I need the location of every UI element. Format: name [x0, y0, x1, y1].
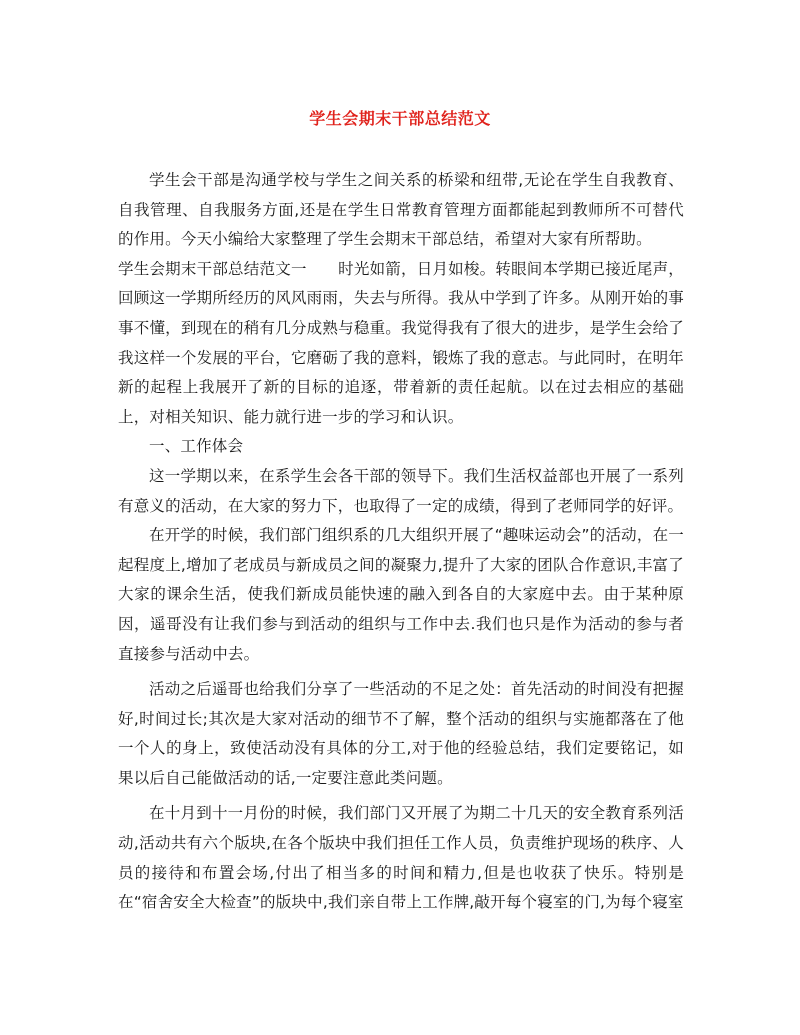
document-body — [118, 166, 684, 918]
document-title: 学生会期末干部总结范文 — [309, 109, 491, 128]
paragraph-lessons-learned: 活动之后遥哥也给我们分享了一些活动的不足之处：首先活动的时间没有把握好,时间过长;其次是大家对活动的细节不了解，整个活动的组织与实施都落在了他一个人的身上，致使活动没有具体的分工,对于他的经验总结，我们定要铭记，如果以后自己能做活动的话,一定要注意此类问题。 — [118, 680, 684, 787]
paragraph-sample-one: 学生会期末干部总结范文一 时光如箭，日月如梭。转眼间本学期已接近尾声，回顾这一学期所经历的风风雨雨，失去与所得。我从中学到了许多。从刚开始的事事不懂，到现在的稍有几分成熟与稳重。我觉得我有了很大的进步，是学生会给了我这样一个发展的平台，它磨砺了我的意料，锻炼了我的意志。与此同时，在明年新的起程上我展开了新的目标的追逐，带着新的责任起航。以在过去相应的基础上，对相关知识、能力就行进一步的学习和认识。 — [118, 259, 684, 426]
paragraph-semester-overview: 这一学期以来，在系学生会各干部的领导下。我们生活权益部也开展了一系列有意义的活动，在大家的努力下，也取得了一定的成绩，得到了老师同学的好评。 — [118, 466, 684, 515]
paragraph-intro: 学生会干部是沟通学校与学生之间关系的桥梁和纽带,无论在学生自我教育、自我管理、自我服务方面,还是在学生日常教育管理方面都能起到教师所不可替代的作用。今天小编给大家整理了学生会期末干部总结，希望对大家有所帮助。 — [118, 171, 684, 249]
section-heading-work-experience: 一、工作体会 — [149, 437, 244, 456]
paragraph-sports-event: 在开学的时候，我们部门组织系的几大组织开展了“趣味运动会”的活动，在一起程度上,增加了老成员与新成员之间的凝聚力,提升了大家的团队合作意识,丰富了大家的课余生活，使我们新成员能快速的融入到各自的大家庭中去。由于某种原因，遥哥没有让我们参与到活动的组织与工作中去.我们也只是作为活动的参与者直接参与活动中去。 — [118, 526, 684, 663]
paragraph-safety-education: 在十月到十一月份的时候，我们部门又开展了为期二十几天的安全教育系列活动,活动共有六个版块,在各个版块中我们担任工作人员，负责维护现场的秩序、人员的接待和布置会场,付出了相当多的时间和精力,但是也收获了快乐。特别是在“宿舍安全大检查”的版块中,我们亲自带上工作牌,敲开每个寝室的门,为每个寝室 — [118, 804, 684, 912]
